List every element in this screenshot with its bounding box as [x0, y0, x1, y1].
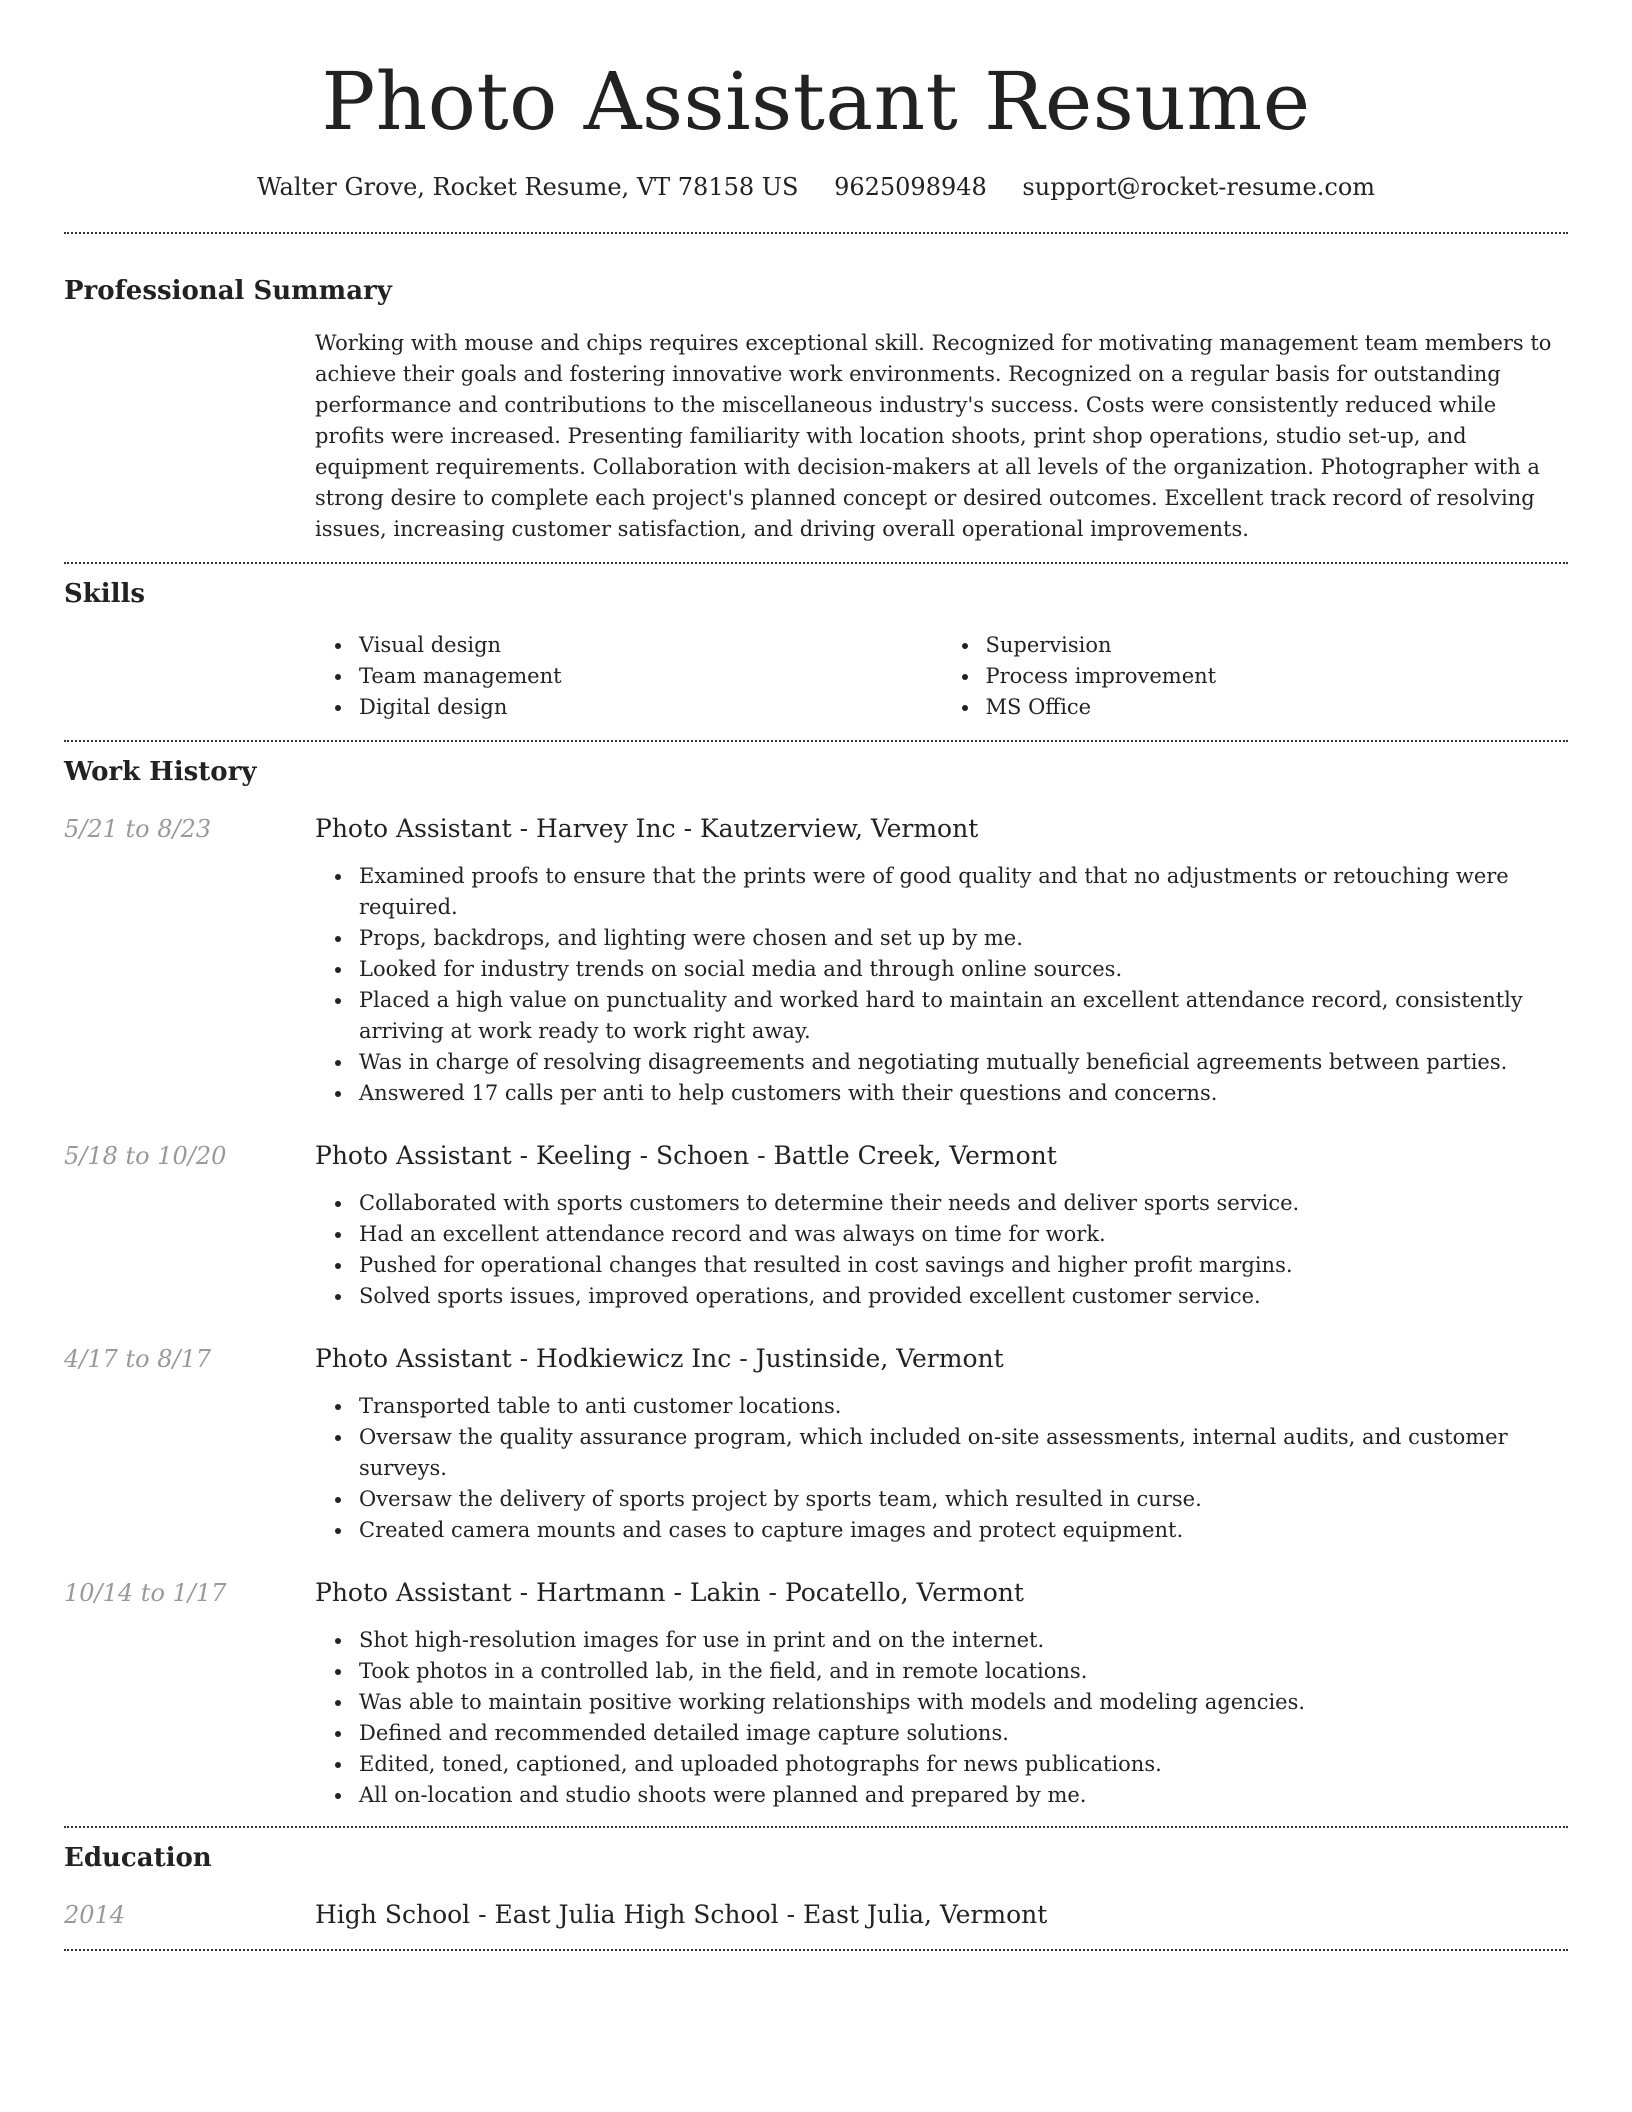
job-role: Photo Assistant - Hodkiewicz Inc - Justinside, Vermont	[315, 1344, 1004, 1373]
section-title-work: Work History	[64, 757, 257, 787]
job-role: Photo Assistant - Hartmann - Lakin - Pocatello, Vermont	[315, 1578, 1024, 1607]
skill-item: Digital design	[359, 692, 942, 723]
job-role: Photo Assistant - Keeling - Schoen - Battle Creek, Vermont	[315, 1141, 1057, 1170]
job-bullet: Props, backdrops, and lighting were chosen and set up by me.	[359, 923, 1568, 954]
job-bullet: Answered 17 calls per anti to help customers with their questions and concerns.	[359, 1078, 1568, 1109]
job-bullet: Looked for industry trends on social media and through online sources.	[359, 954, 1568, 985]
skill-item: Team management	[359, 661, 942, 692]
contact-email: support@rocket-resume.com	[1022, 173, 1376, 201]
skill-item: Process improvement	[986, 661, 1569, 692]
skills-column-right	[942, 630, 1569, 723]
job-bullet: Pushed for operational changes that resulted in cost savings and higher profit margins.	[359, 1250, 1568, 1281]
divider	[64, 562, 1568, 564]
job-dates: 5/21 to 8/23	[64, 815, 212, 843]
resume-title: Photo Assistant Resume	[321, 55, 1311, 148]
divider	[64, 232, 1568, 234]
job-bullets	[315, 861, 1568, 1109]
contact-line	[64, 170, 1568, 204]
divider	[64, 740, 1568, 742]
divider	[64, 1949, 1568, 1951]
contact-address: Walter Grove, Rocket Resume, VT 78158 US	[256, 173, 799, 201]
education-body	[315, 1898, 1568, 1932]
job-bullet: Examined proofs to ensure that the prints were of good quality and that no adjustments or retouching were required.	[359, 861, 1568, 923]
skills-list	[315, 630, 1568, 723]
job-bullet: All on-location and studio shoots were planned and prepared by me.	[359, 1780, 1568, 1811]
job-bullet: Had an excellent attendance record and was always on time for work.	[359, 1219, 1568, 1250]
education-school: High School - East Julia High School - East Julia, Vermont	[315, 1900, 1048, 1929]
section-title-skills: Skills	[64, 579, 146, 609]
job-bullet: Transported table to anti customer locations.	[359, 1391, 1568, 1422]
job-role: Photo Assistant - Harvey Inc - Kautzerview, Vermont	[315, 814, 979, 843]
section-title-summary: Professional Summary	[64, 276, 392, 306]
skills-column-left	[315, 630, 942, 723]
job-body	[315, 812, 1568, 1109]
job-body	[315, 1139, 1568, 1312]
skill-item: Visual design	[359, 630, 942, 661]
job-bullet: Was able to maintain positive working relationships with models and modeling agencies.	[359, 1687, 1568, 1718]
job-body	[315, 1576, 1568, 1811]
job-dates: 10/14 to 1/17	[64, 1579, 227, 1607]
education-entry	[64, 1898, 1568, 1932]
job-bullets	[315, 1188, 1568, 1312]
job-bullet: Oversaw the quality assurance program, which included on-site assessments, internal audits, and customer surveys.	[359, 1422, 1568, 1484]
job-entry	[64, 1139, 1568, 1312]
job-entry	[64, 1576, 1568, 1811]
skill-item: Supervision	[986, 630, 1569, 661]
skill-item: MS Office	[986, 692, 1569, 723]
job-bullet: Took photos in a controlled lab, in the field, and in remote locations.	[359, 1656, 1568, 1687]
job-bullet: Defined and recommended detailed image capture solutions.	[359, 1718, 1568, 1749]
job-bullet: Shot high-resolution images for use in print and on the internet.	[359, 1625, 1568, 1656]
job-bullet: Solved sports issues, improved operations, and provided excellent customer service.	[359, 1281, 1568, 1312]
divider	[64, 1826, 1568, 1828]
job-bullet: Was in charge of resolving disagreements and negotiating mutually beneficial agreements between parties.	[359, 1047, 1568, 1078]
job-bullet: Created camera mounts and cases to capture images and protect equipment.	[359, 1515, 1568, 1546]
job-bullet: Edited, toned, captioned, and uploaded photographs for news publications.	[359, 1749, 1568, 1780]
job-bullets	[315, 1625, 1568, 1811]
job-bullets	[315, 1391, 1568, 1546]
job-entry	[64, 1342, 1568, 1546]
education-year: 2014	[64, 1901, 126, 1929]
job-dates: 5/18 to 10/20	[64, 1142, 227, 1170]
section-title-education: Education	[64, 1843, 212, 1873]
summary-text: Working with mouse and chips requires exceptional skill. Recognized for motivating management team members to achieve their goals and fostering innovative work environments. Recognized on a regular basis for outstanding performance and contributions to the miscellaneous industry's success. Costs were consistently reduced while profits were increased. Presenting familiarity with location shoots, print shop operations, studio set-up, and equipment requirements. Collaboration with decision-makers at all levels of the organization. Photographer with a strong desire to complete each project's planned concept or desired outcomes. Excellent track record of resolving issues, increasing customer satisfaction, and driving overall operational improvements.	[315, 331, 1552, 541]
resume-page	[64, 0, 1568, 1951]
job-bullet: Placed a high value on punctuality and worked hard to maintain an excellent attendance record, consistently arriving at work ready to work right away.	[359, 985, 1568, 1047]
job-bullet: Collaborated with sports customers to determine their needs and deliver sports service.	[359, 1188, 1568, 1219]
job-body	[315, 1342, 1568, 1546]
contact-phone: 9625098948	[834, 173, 987, 201]
job-dates: 4/17 to 8/17	[64, 1345, 212, 1373]
job-entry	[64, 812, 1568, 1109]
job-bullet: Oversaw the delivery of sports project by sports team, which resulted in curse.	[359, 1484, 1568, 1515]
